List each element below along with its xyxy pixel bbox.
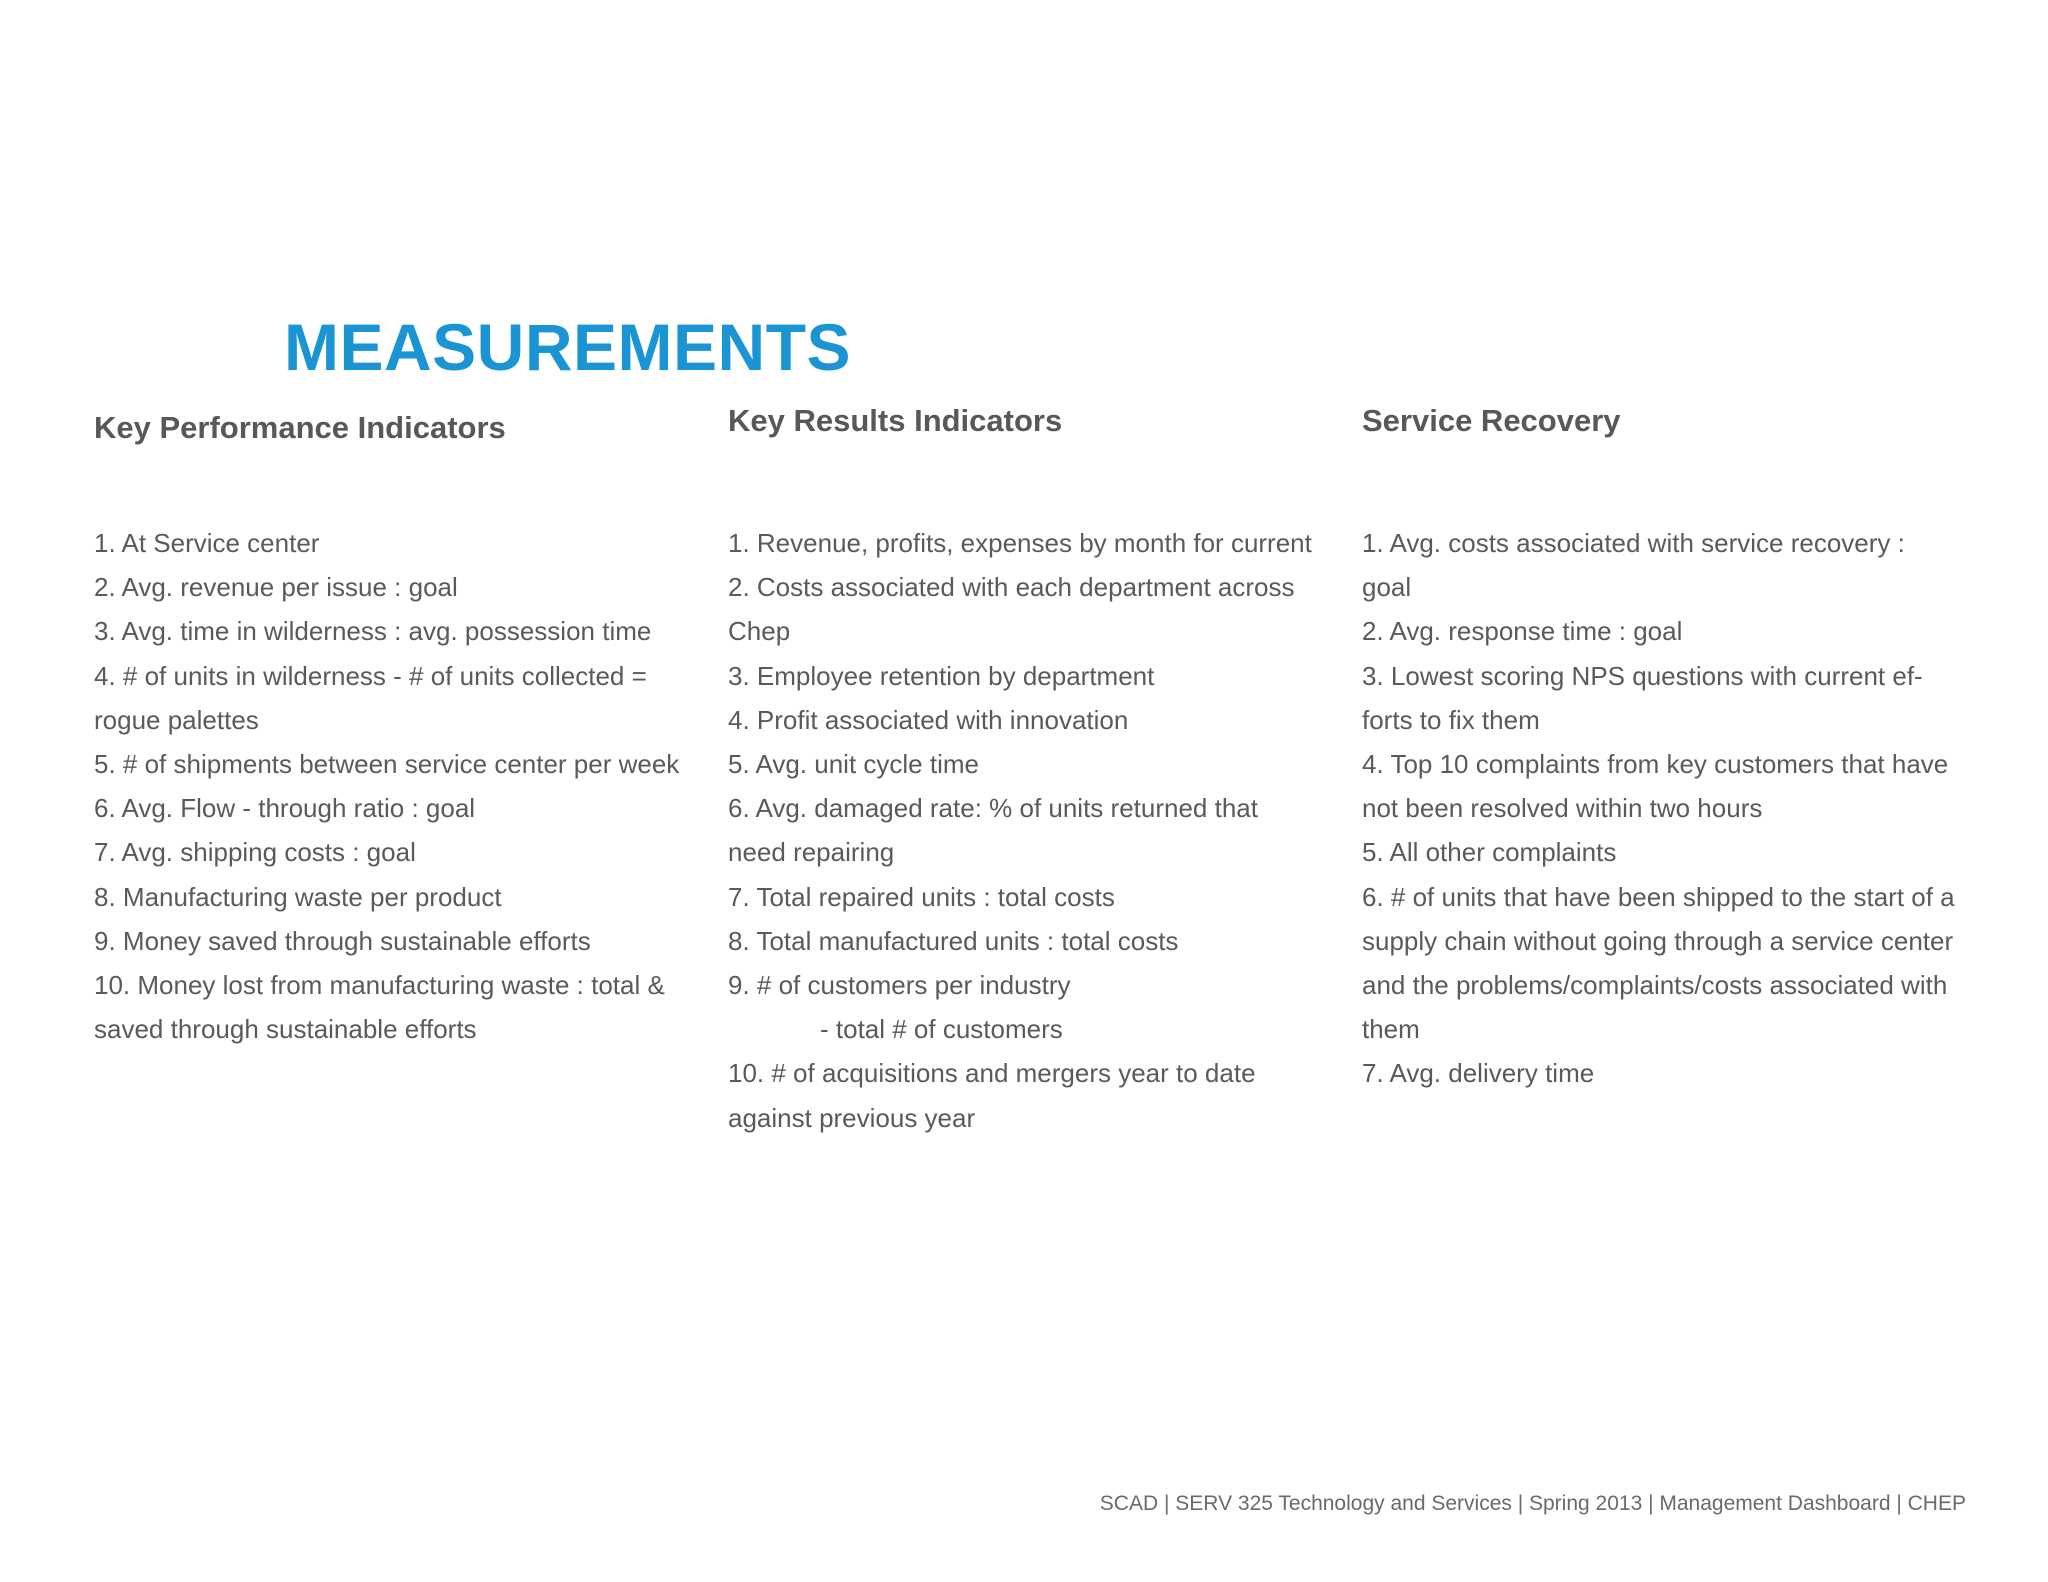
service-recovery-list (1362, 521, 1982, 1096)
list-item: 4. Profit associated with innovation (728, 704, 1129, 735)
kpi-list (94, 521, 694, 1051)
list-item: 6. # of units that have been shipped to the start of a (1362, 881, 1955, 912)
list-item: 5. # of shipments between service center per week (94, 749, 680, 780)
list-item: 6. Avg. damaged rate: % of units returned that (728, 793, 1258, 824)
list-item: 8. Total manufactured units : total costs (728, 925, 1179, 956)
list-item: 7. Avg. delivery time (1362, 1058, 1595, 1089)
list-item: supply chain without going through a service center (1362, 925, 1954, 956)
list-item: 1. Avg. costs associated with service recovery : (1362, 528, 1905, 558)
list-item: 5. All other complaints (1362, 837, 1617, 868)
list-item: 1. At Service center (94, 528, 320, 558)
list-item: 3. Lowest scoring NPS questions with current ef- (1362, 660, 1923, 691)
list-item: 1. Revenue, profits, expenses by month for current (728, 528, 1312, 558)
list-item: against previous year (728, 1102, 976, 1133)
list-item: 10. Money lost from manufacturing waste : total & (94, 970, 665, 1001)
list-item: 6. Avg. Flow - through ratio : goal (94, 793, 476, 824)
list-item: 9. Money saved through sustainable efforts (94, 925, 591, 956)
list-item: 7. Total repaired units : total costs (728, 881, 1115, 912)
list-item: and the problems/complaints/costs associated with (1362, 970, 1948, 1001)
list-item: rogue palettes (94, 704, 259, 735)
list-item: goal (1362, 572, 1412, 603)
list-item: 3. Avg. time in wilderness : avg. possession time (94, 616, 652, 647)
list-item: 4. Top 10 complaints from key customers that have (1362, 749, 1949, 780)
list-item: saved through sustainable efforts (94, 1014, 477, 1045)
list-item: 3. Employee retention by department (728, 660, 1155, 691)
list-item: 2. Costs associated with each department across (728, 572, 1295, 603)
list-item: 9. # of customers per industry (728, 970, 1071, 1001)
page-title: MEASUREMENTS (284, 310, 852, 384)
list-item: - total # of customers (820, 1014, 1063, 1045)
list-item: 2. Avg. revenue per issue : goal (94, 572, 458, 603)
footer-credit: SCAD | SERV 325 Technology and Services | Spring 2013 | Management Dashboard | CHEP (1099, 1492, 1966, 1515)
service-recovery-heading: Service Recovery (1362, 403, 1621, 438)
kpi-heading: Key Performance Indicators (94, 410, 506, 445)
list-item: need repairing (728, 837, 895, 868)
list-item: them (1362, 1014, 1420, 1045)
list-item: 8. Manufacturing waste per product (94, 881, 502, 912)
list-item: 4. # of units in wilderness - # of units collected = (94, 660, 647, 691)
list-item: Chep (728, 616, 791, 647)
list-item: 10. # of acquisitions and mergers year to date (728, 1058, 1256, 1089)
list-item: 2. Avg. response time : goal (1362, 616, 1683, 647)
list-item: not been resolved within two hours (1362, 793, 1763, 824)
kri-list (728, 521, 1328, 1140)
list-item: forts to fix them (1362, 704, 1540, 735)
list-item: 7. Avg. shipping costs : goal (94, 837, 416, 868)
kri-heading: Key Results Indicators (728, 403, 1063, 438)
list-item: 5. Avg. unit cycle time (728, 749, 979, 780)
